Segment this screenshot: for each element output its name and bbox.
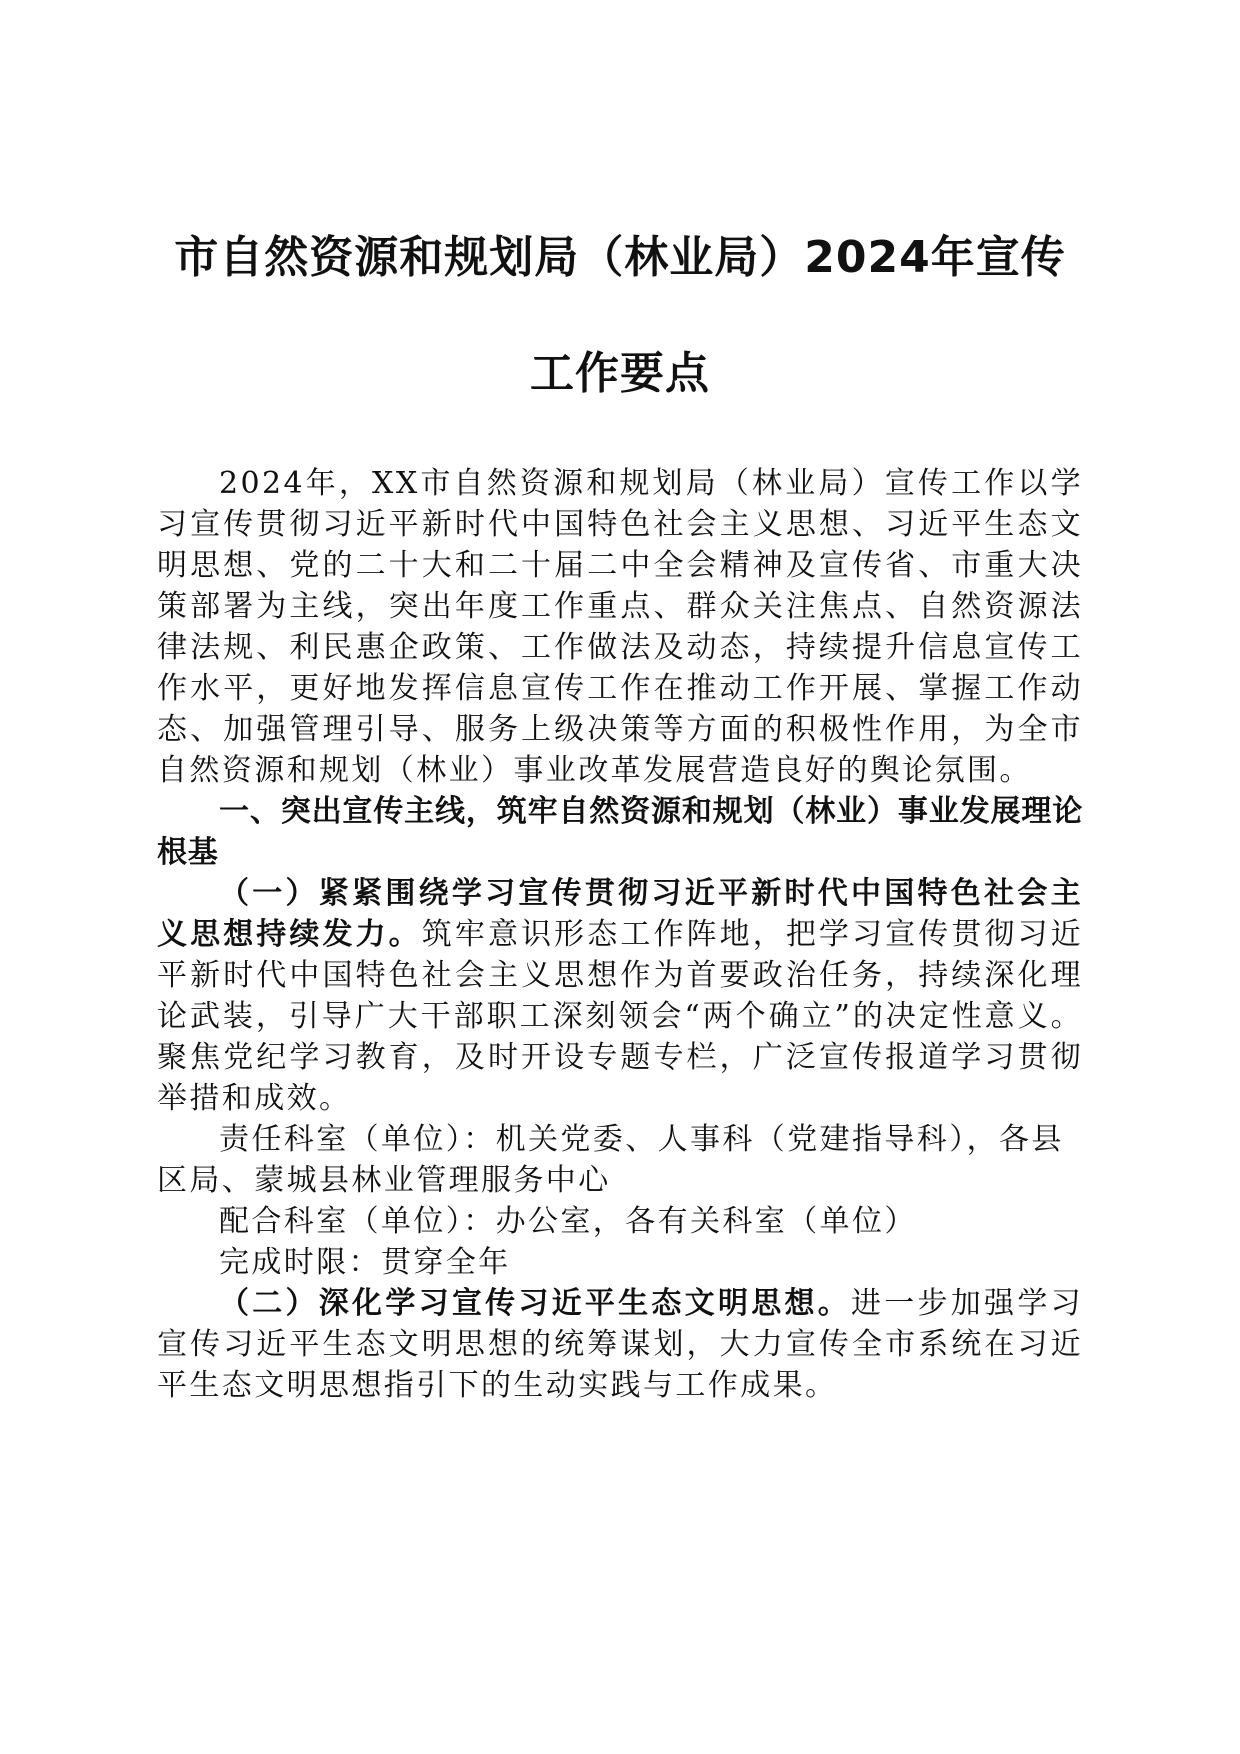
item-1-paragraph [157, 873, 1083, 1119]
item-1-deadline: 完成时限：贯穿全年 [219, 1245, 511, 1280]
item-2-lead: （二）深化学习宣传习近平生态文明思想。 [219, 1286, 851, 1321]
document-title-line1: 市自然资源和规划局（林业局）2024年宣传 [174, 232, 1066, 283]
item-2-body: 进一步加强学习宣传习近平生态文明思想的统筹谋划，大力宣传全市系统在习近平生态文明思想指引下的生动实践与工作成果。 [157, 1286, 1083, 1403]
document-title-line2: 工作要点 [530, 348, 710, 399]
item-2-paragraph [157, 1283, 1083, 1406]
item-1-lead: （一）紧紧围绕学习宣传贯彻习近平新时代中国特色社会主义思想持续发力。 [157, 876, 1083, 952]
item-1-cooperate: 配合科室（单位）：办公室，各有关科室（单位） [219, 1204, 917, 1239]
item-1-responsible: 责任科室（单位）：机关党委、人事科（党建指导科），各县区局、蒙城县林业管理服务中心 [157, 1122, 1064, 1198]
document-body [157, 463, 1083, 1406]
section-heading-1: 一、突出宣传主线，筑牢自然资源和规划（林业）事业发展理论根基 [157, 794, 1083, 870]
intro-paragraph: 2024年，XX市自然资源和规划局（林业局）宣传工作以学习宣传贯彻习近平新时代中国特色社会主义思想、习近平生态文明思想、党的二十大和二十届二中全会精神及宣传省、市重大决策部署为主线，突出年度工作重点、群众关注焦点、自然资源法律法规、利民惠企政策、工作做法及动态，持续提升信息宣传工作水平，更好地发挥信息宣传工作在推动工作开展、掌握工作动态、加强管理引导、服务上级决策等方面的积极性作用，为全市自然资源和规划（林业）事业改革发展营造良好的舆论氛围。 [157, 466, 1083, 788]
item-1-body: 筑牢意识形态工作阵地，把学习宣传贯彻习近平新时代中国特色社会主义思想作为首要政治任务，持续深化理论武装，引导广大干部职工深刻领会“两个确立”的决定性意义。聚焦党纪学习教育，及时开设专题专栏，广泛宣传报道学习贯彻举措和成效。 [157, 917, 1084, 1116]
